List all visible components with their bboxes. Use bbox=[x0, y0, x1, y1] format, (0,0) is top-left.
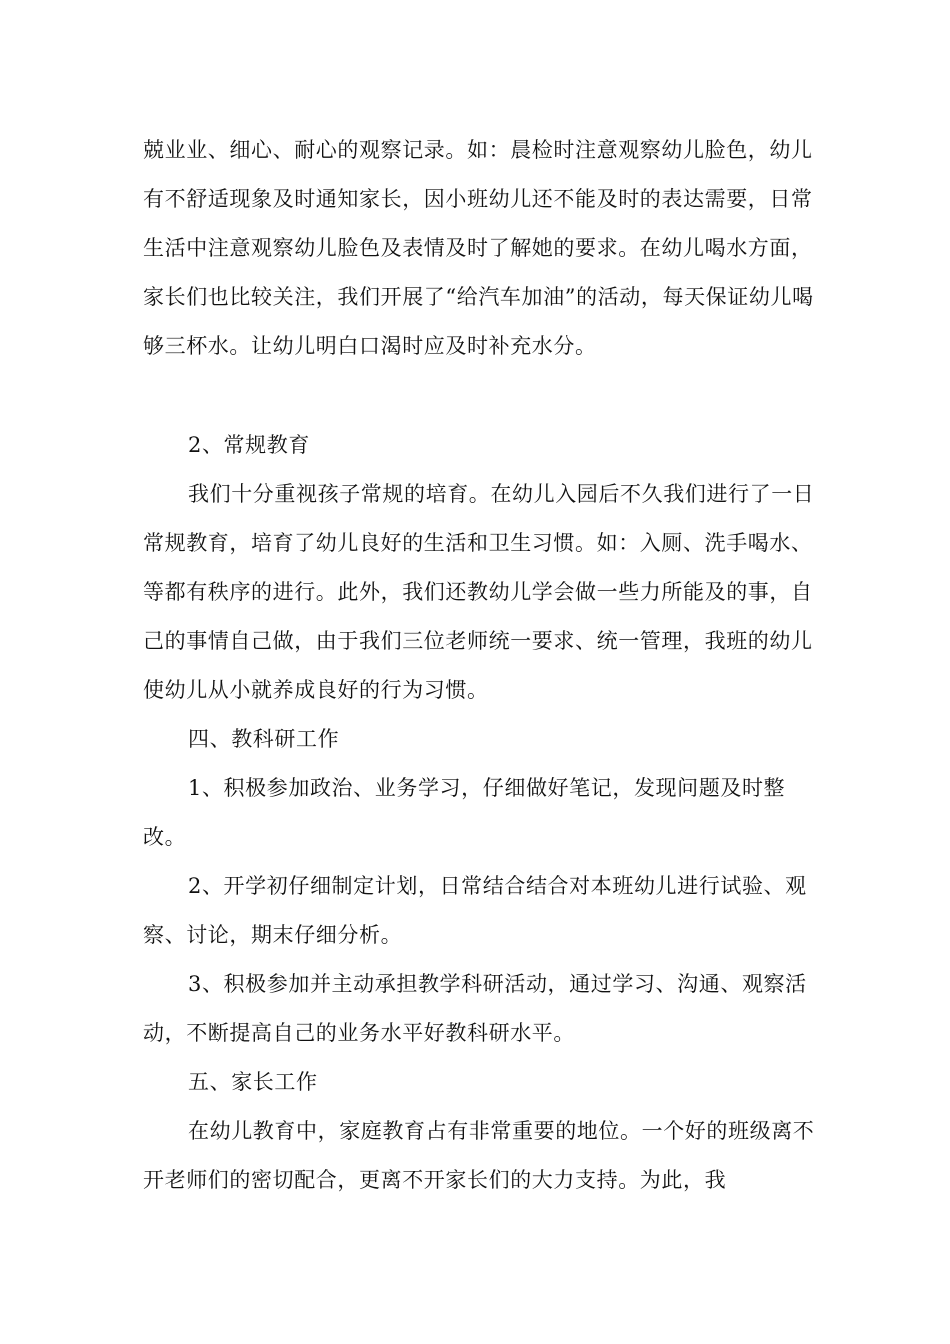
paragraph-parent-work: 在幼儿教育中，家庭教育占有非常重要的地位。一个好的班级离不开老师们的密切配合，更离不开家长们的大力支持。为此，我 bbox=[143, 1119, 815, 1192]
paragraph-research-item-3: 3、积极参加并主动承担教学科研活动，通过学习、沟通、观察活动，不断提高自己的业务水平好教科研水平。 bbox=[143, 972, 807, 1045]
paragraph-research-item-2: 2、开学初仔细制定计划，日常结合结合对本班幼儿进行试验、观察、讨论，期末仔细分析。 bbox=[143, 874, 807, 947]
document-body bbox=[143, 126, 823, 1205]
heading-teaching-research: 四、教科研工作 bbox=[188, 727, 340, 751]
paragraph-gap bbox=[143, 371, 823, 421]
paragraph-research-item-1: 1、积极参加政治、业务学习，仔细做好笔记，发现问题及时整改。 bbox=[143, 776, 786, 849]
paragraph-routine-education: 我们十分重视孩子常规的培育。在幼儿入园后不久我们进行了一日常规教育，培育了幼儿良好的生活和卫生习惯。如：入厕、洗手喝水、等都有秩序的进行。此外，我们还教幼儿学会做一些力所能及的事，自己的事情自己做，由于我们三位老师统一要求、统一管理，我班的幼儿使幼儿从小就养成良好的行为习惯。 bbox=[143, 482, 815, 702]
paragraph-observation-continued: 兢业业、细心、耐心的观察记录。如：晨检时注意观察幼儿脸色，幼儿有不舒适现象及时通知家长，因小班幼儿还不能及时的表达需要，日常生活中注意观察幼儿脸色及表情及时了解她的要求。在幼儿喝水方面，家长们也比较关注，我们开展了“给汽车加油”的活动，每天保证幼儿喝够三杯水。让幼儿明白口渴时应及时补充水分。 bbox=[143, 138, 814, 358]
heading-routine-education: 2、常规教育 bbox=[188, 433, 310, 457]
heading-parent-work: 五、家长工作 bbox=[188, 1070, 318, 1094]
